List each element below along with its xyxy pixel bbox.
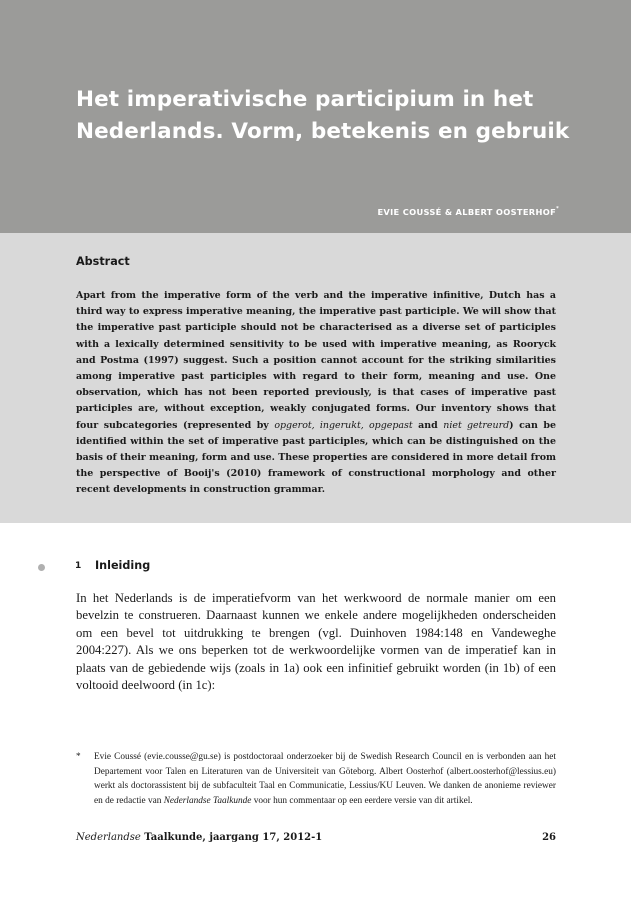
author-footnote xyxy=(76,750,556,808)
footer-journal-info: Taalkunde, jaargang 17, 2012-1 xyxy=(140,832,323,843)
title-line-1: Het imperativische participium in het xyxy=(76,87,534,112)
abstract-and: and xyxy=(412,419,444,431)
body-paragraph: In het Nederlands is de imperatiefvorm van het werkwoord de normale manier om een bevelzin te construeren. Daarnaast kunnen we enkele andere mogelijkheden onderscheiden om een bevel tot uitdrukking te brengen (vgl. Duinhoven 1984:148 en Vandeweghe 2004:227). Als we ons beperken tot de werkwoordelijke vormen van de imperatief kan in plaats van de gebiedende wijs (zoals in 1a) ook een infinitief gebruikt worden (in 1b) of een voltooid deelwoord (in 1c): xyxy=(76,591,556,693)
title-line-2: Nederlands. Vorm, betekenis en gebruik xyxy=(76,119,570,144)
footnote-text xyxy=(94,750,556,808)
section-title: Inleiding xyxy=(95,559,151,572)
abstract-heading: Abstract xyxy=(76,255,130,268)
section-number: 1 xyxy=(75,561,82,571)
abstract-text-part1: Apart from the imperative form of the verb and the imperative infinitive, Dutch has a third way to express imperative meaning, the imperative past participle. We will show that the imperative past participle should not be characterised as a diverse set of participles with a lexically determined sensitivity to be used with imperative meaning, as Rooryck and Postma (1997) suggest. Such a position cannot account for the striking similarities among imperative past participles with regard to their form, meaning and use. One observation, which has not been reported previously, is that cases of imperative past participles are, without exception, weakly conjugated forms. Our inventory shows that four subcategories (represented by xyxy=(76,290,556,431)
abstract-italic-examples: opgerot, ingerukt, opgepast xyxy=(274,419,413,431)
abstract-text-part2: ) can be identified within the set of imperative past participles, which can be distinguished on the basis of their meaning, form and use. These properties are considered in more detail from the perspective of Booij's (2010) framework of constructional morphology and other recent developments in construction grammar. xyxy=(76,419,557,496)
abstract-text xyxy=(76,288,556,499)
page-number: 26 xyxy=(542,832,556,843)
footer-journal-italic: Nederlandse xyxy=(76,832,141,843)
footnote-text-part2: voor hun commentaar op een eerdere versie van dit artikel. xyxy=(251,795,473,806)
footnote-text-part1: Evie Coussé (evie.cousse@gu.se) is postdoctoraal onderzoeker bij de Swedish Research Council en is verbonden aan het Departement voor Talen en Literaturen van de Universiteit van Göteborg. Albert Oosterhof (albert.oosterhof@lessius.eu) werkt als doctorassistent bij de subfaculteit Taal en Communicatie, Lessius/KU Leuven. We danken de anonieme reviewer en de redactie van xyxy=(94,752,556,806)
abstract-italic-last: niet getreurd xyxy=(443,419,510,431)
author-byline xyxy=(377,207,559,217)
article-title xyxy=(76,84,596,148)
page-footer xyxy=(76,832,556,843)
author-note-mark: * xyxy=(556,206,559,212)
footnote-journal-name: Nederlandse Taalkunde xyxy=(163,795,252,806)
section-bullet-icon xyxy=(38,564,45,571)
author-names: EVIE COUSSÉ & ALBERT OOSTERHOF xyxy=(377,207,557,217)
footnote-mark: * xyxy=(76,752,81,762)
